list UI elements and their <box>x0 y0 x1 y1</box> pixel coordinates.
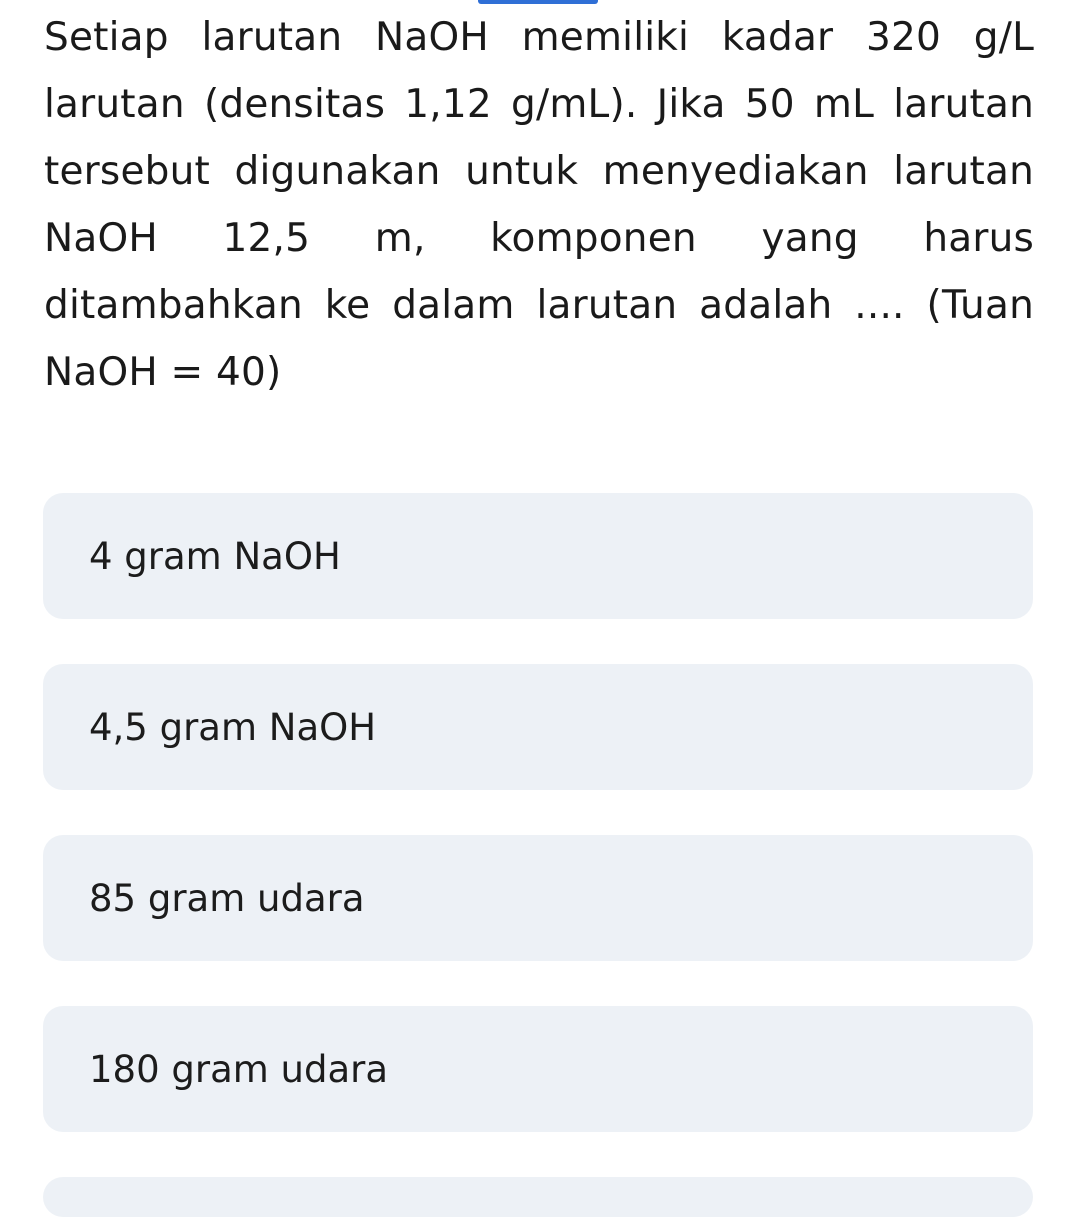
answer-option-b[interactable] <box>43 664 1033 790</box>
answer-options <box>43 493 1033 1217</box>
answer-option-label: 4 gram NaOH <box>89 534 341 578</box>
answer-option-label: 180 gram udara <box>89 1047 389 1091</box>
answer-option-c[interactable] <box>43 835 1033 961</box>
answer-option-d[interactable] <box>43 1006 1033 1132</box>
question-text: Setiap larutan NaOH memiliki kadar 320 g/L larutan (densitas 1,12 g/mL). Jika 50 mL larutan tersebut digunakan untuk menyediakan larutan NaOH 12,5 m, komponen yang harus ditambahkan ke dalam larutan adalah .... (Tuan NaOH = 40) <box>44 15 1034 395</box>
answer-option-e[interactable] <box>43 1177 1033 1217</box>
answer-option-label: 85 gram udara <box>89 876 365 920</box>
answer-option-label: 4,5 gram NaOH <box>89 705 377 749</box>
answer-option-a[interactable] <box>43 493 1033 619</box>
